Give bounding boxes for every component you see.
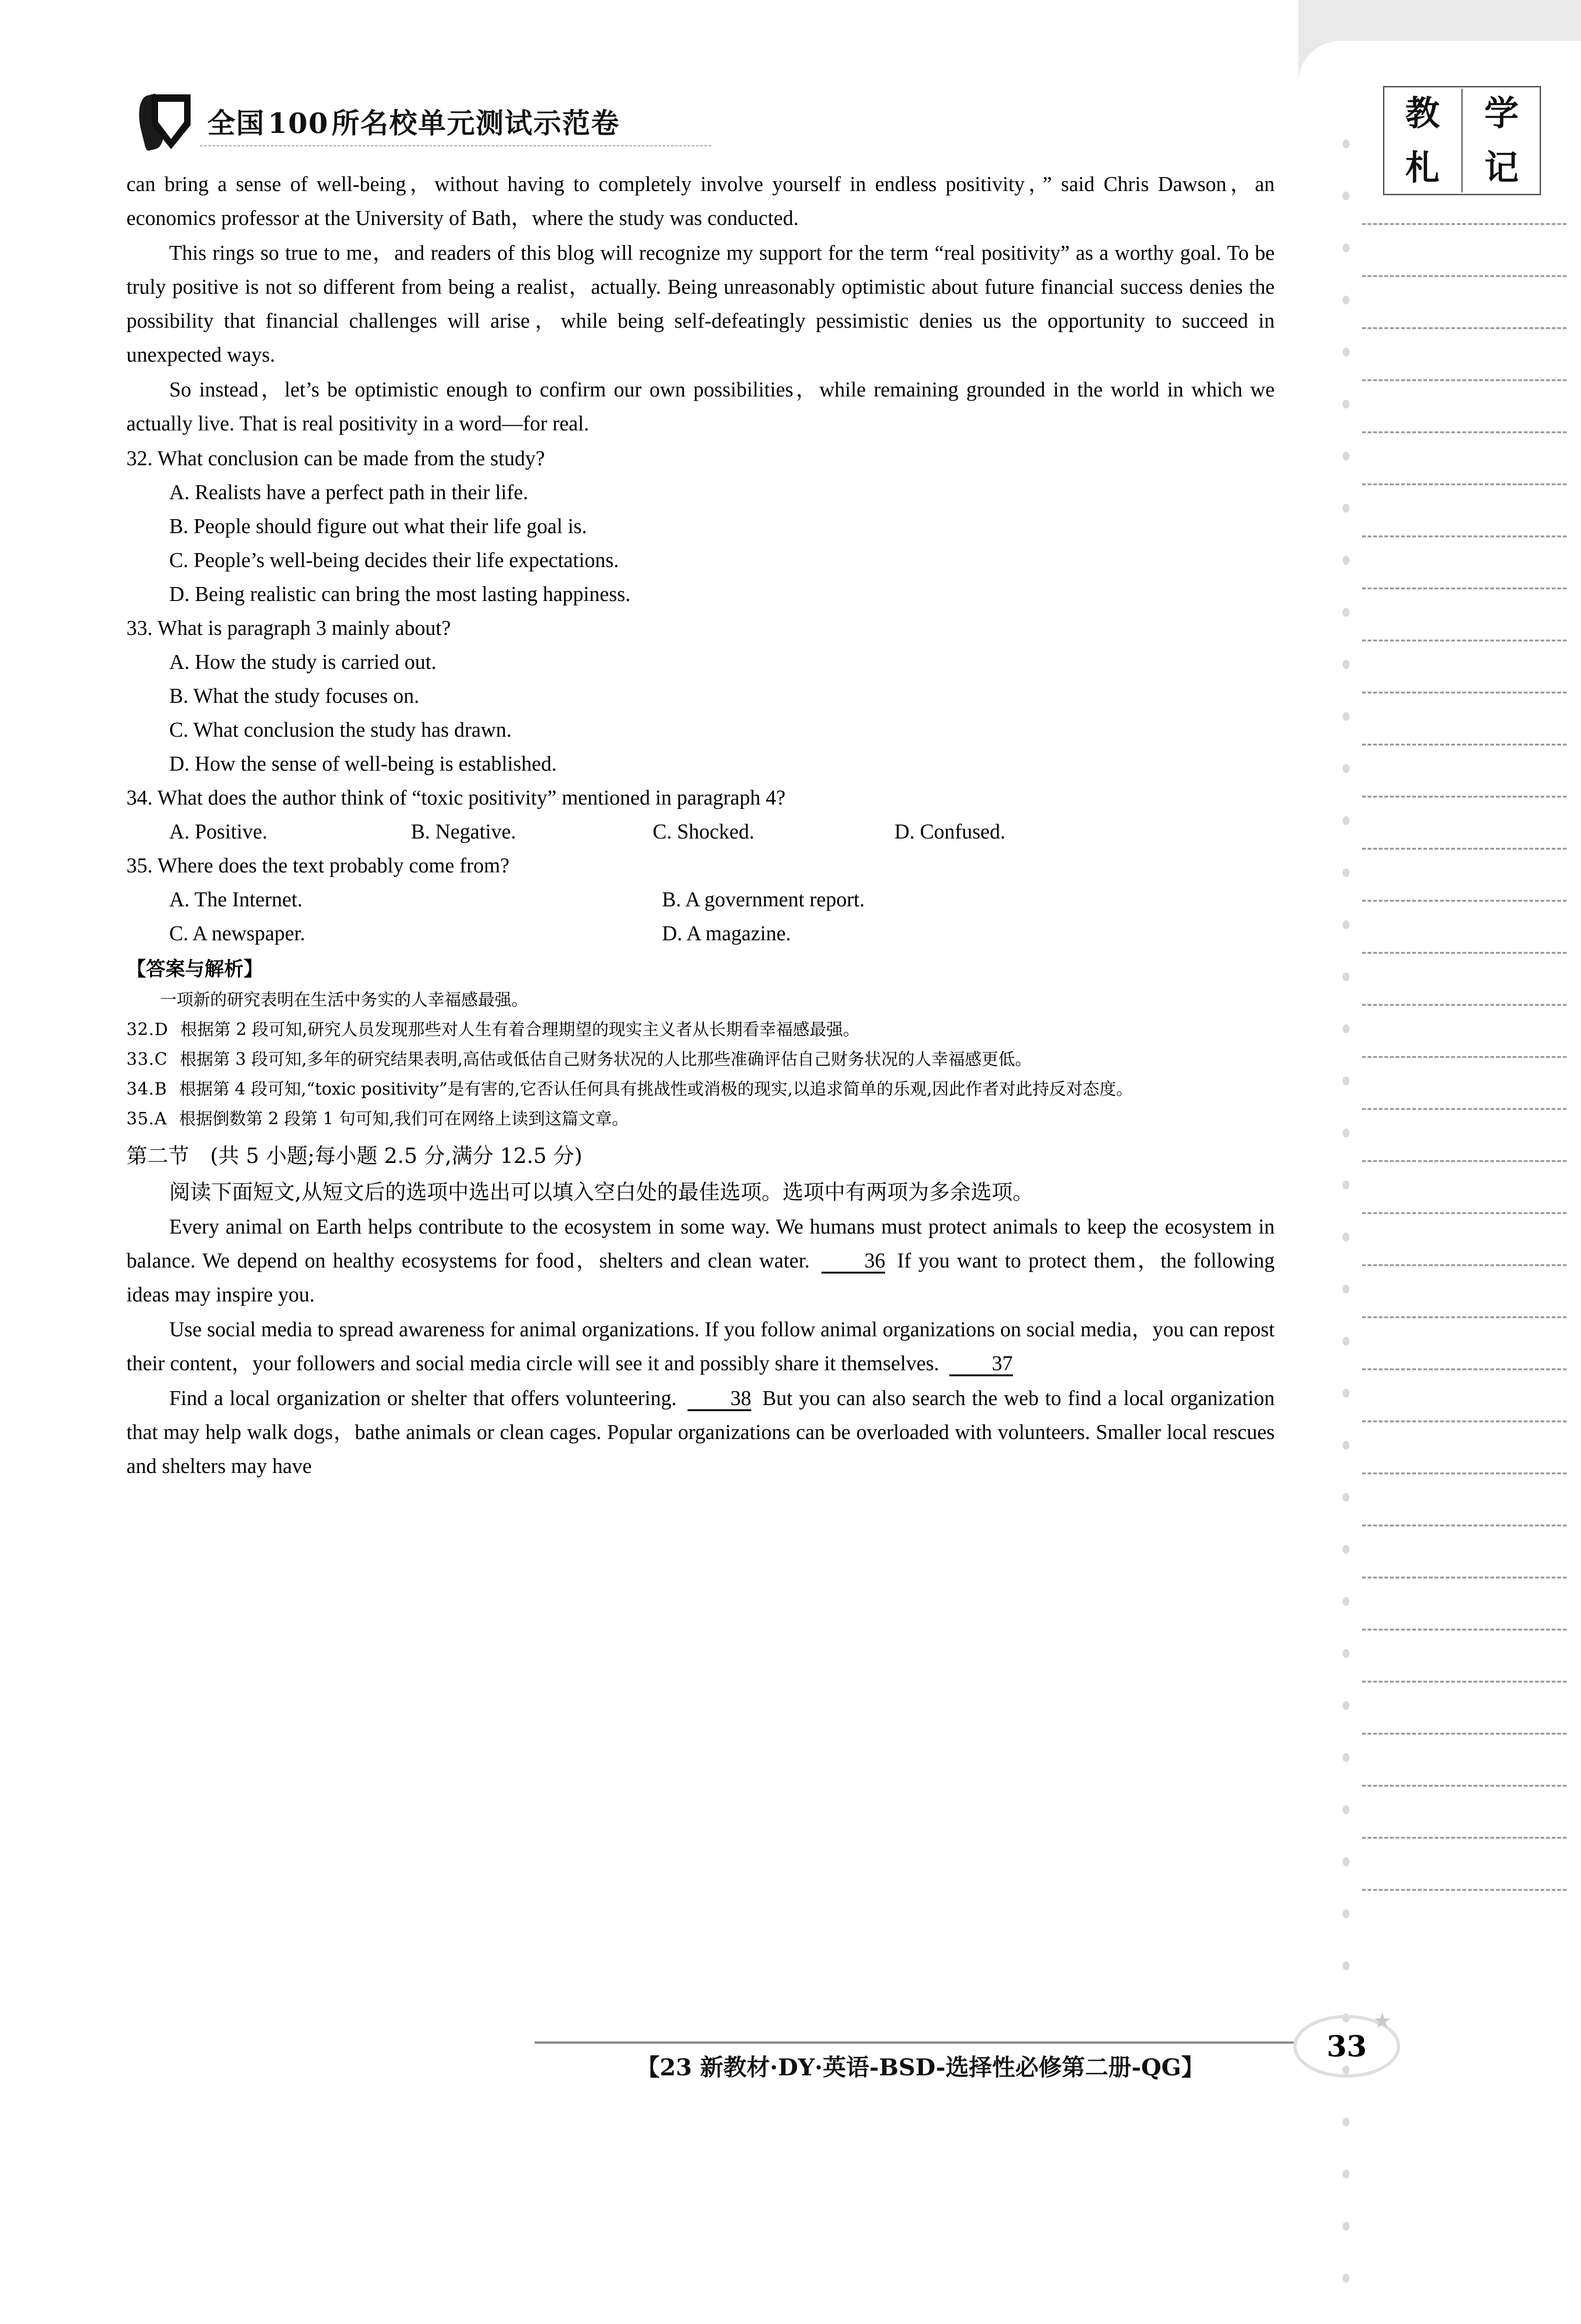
page-number: 33 (1326, 2029, 1367, 2063)
note-rule-line (1362, 327, 1567, 329)
cloze-paragraph (126, 1381, 1275, 1483)
punch-hole (1343, 244, 1349, 252)
passage-paragraph: So instead，let’s be optimistic enough to confirm our own possibilities，while remaining grounded in the world in which we actually live. That is real positivity in a word—for real. (126, 378, 1275, 435)
answer-item (126, 1045, 1275, 1074)
question-option[interactable]: A. Positive. (169, 820, 268, 843)
question-option[interactable]: B. Negative. (411, 820, 516, 843)
section-two-instruction: 阅读下面短文,从短文后的选项中选出可以填入空白处的最佳选项。选项中有两项为多余选项。 (169, 1180, 1034, 1204)
question-option[interactable]: C. A newspaper. (169, 922, 305, 945)
question-option[interactable]: C. Shocked. (653, 820, 754, 843)
question-option[interactable]: D. How the sense of well-being is established. (169, 752, 557, 775)
passage-paragraph: This rings so true to me，and readers of this blog will recognize my support for the term “real positivity” as a worthy goal. To be truly positive is not so different from being a realist，actually. Being unreasonably optimistic about future financial success denies the possibility that financial challenges will arise，while being self-defeatingly pessimistic denies us the opportunity to succeed in unexpected ways. (126, 241, 1275, 366)
punch-hole (1343, 504, 1349, 513)
punch-hole (1343, 1024, 1349, 1033)
question-option[interactable]: A. Realists have a perfect path in their life. (169, 481, 529, 504)
punch-hole (1343, 2274, 1349, 2283)
note-rule-line (1362, 431, 1567, 433)
question-stem: 34. What does the author think of “toxic positivity” mentioned in paragraph 4? (126, 786, 786, 809)
book-characters (1383, 86, 1541, 195)
answer-item (126, 1016, 1275, 1044)
punch-hole (1343, 1857, 1349, 1866)
footer-code: 【23 新教材·DY·英语-BSD-选择性必修第二册-QG】 (636, 2053, 1205, 2081)
question-option-row (126, 917, 1275, 951)
punch-hole (1343, 1129, 1349, 1137)
question-stem: 35. Where does the text probably come from? (126, 854, 509, 877)
cloze-text-after: But you can also search the web to find a local organization that may help walk dogs，bathe animals or clean cages. Popular organizations can be overloaded with volunteers. Smaller local rescues and shelters may have (126, 1386, 1275, 1478)
cloze-paragraph (126, 1210, 1275, 1312)
punch-hole (1343, 139, 1349, 148)
note-rule-line (1362, 535, 1567, 537)
answer-text: 根据第 4 段可知,“toxic positivity”是有害的,它否认任何具有挑战性或消极的现实,以追求简单的乐观,因此作者对此持反对态度。 (179, 1080, 1133, 1099)
shield-quill-logo-icon (139, 91, 195, 152)
note-rule-line (1362, 1316, 1567, 1318)
masthead-title-prefix: 全国 (207, 107, 265, 140)
punch-hole (1343, 1909, 1349, 1918)
note-rule-line (1362, 1889, 1567, 1891)
question-option[interactable]: B. People should figure out what their life goal is. (169, 515, 587, 538)
masthead-title (207, 101, 620, 141)
masthead-underline (200, 145, 711, 146)
punch-hole (1343, 1649, 1349, 1658)
answer-tag: 34.B (126, 1080, 167, 1099)
note-rule-line (1362, 900, 1567, 902)
questions-area (126, 442, 1275, 951)
punch-hole (1343, 2222, 1349, 2231)
answer-item (126, 1075, 1275, 1104)
book-character-1: 学 (1484, 93, 1519, 133)
note-rule-line (1362, 744, 1567, 746)
teaching-notes-book-icon (1383, 86, 1541, 195)
masthead (139, 91, 620, 152)
answer-text: 根据第 2 段可知,研究人员发现那些对人生有着合理期望的现实主义者从长期看幸福感最强。 (180, 1020, 860, 1039)
note-rule-line (1362, 1264, 1567, 1266)
section-two-heading: 第二节 (共 5 小题;每小题 2.5 分,满分 12.5 分) (126, 1143, 582, 1168)
answers-summary: 一项新的研究表明在生活中务实的人幸福感最强。 (160, 990, 529, 1010)
note-rule-line (1362, 1368, 1567, 1370)
punch-hole (1343, 296, 1349, 304)
question-option[interactable]: D. A magazine. (662, 922, 791, 945)
punch-hole (1343, 400, 1349, 409)
punch-hole (1343, 452, 1349, 461)
punch-hole (1343, 2170, 1349, 2179)
note-rule-line (1362, 848, 1567, 850)
masthead-title-suffix: 所名校单元测试示范卷 (331, 107, 620, 140)
question-option[interactable]: B. What the study focuses on. (169, 684, 419, 707)
note-rule-line (1362, 379, 1567, 381)
answer-tag: 33.C (126, 1050, 168, 1069)
note-rule-line (1362, 275, 1567, 277)
question-option-row (126, 815, 1275, 849)
punch-hole (1343, 1701, 1349, 1710)
question-stem: 33. What is paragraph 3 mainly about? (126, 616, 451, 640)
punch-hole (1343, 1337, 1349, 1346)
book-character-0: 教 (1405, 93, 1440, 133)
punch-hole (1343, 556, 1349, 565)
answer-text: 根据第 3 段可知,多年的研究结果表明,高估或低估自己财务状况的人比那些准确评估自己财务状况的人幸福感更低。 (179, 1050, 1032, 1069)
punch-hole (1343, 712, 1349, 721)
punch-hole-column (1343, 139, 1350, 2324)
cloze-paragraph (126, 1313, 1275, 1380)
punch-hole (1343, 1181, 1349, 1189)
note-rule-line (1362, 1056, 1567, 1058)
punch-hole (1343, 660, 1349, 669)
note-rule-line (1362, 1212, 1567, 1214)
note-rule-line (1362, 1837, 1567, 1839)
question-option[interactable]: A. The Internet. (169, 888, 303, 911)
question-option-row (126, 883, 1275, 917)
punch-hole (1343, 868, 1349, 877)
punch-hole (1343, 1961, 1349, 1970)
note-rule-line (1362, 1577, 1567, 1578)
note-ruled-lines (1362, 223, 1567, 1941)
answer-text: 根据倒数第 2 段第 1 句可知,我们可在网络上读到这篇文章。 (179, 1109, 629, 1129)
punch-hole (1343, 920, 1349, 929)
note-rule-line (1362, 1785, 1567, 1787)
answers-area (126, 1016, 1275, 1134)
answer-item (126, 1105, 1275, 1134)
punch-hole (1343, 972, 1349, 981)
note-rule-line (1362, 1733, 1567, 1735)
note-rule-line (1362, 796, 1567, 798)
note-rule-line (1362, 223, 1567, 225)
book-character-2: 札 (1405, 148, 1440, 188)
masthead-title-hundred: 100 (268, 107, 329, 140)
punch-hole (1343, 1545, 1349, 1554)
note-rule-line (1362, 1108, 1567, 1110)
question-option[interactable]: A. How the study is carried out. (169, 650, 437, 673)
note-rule-line (1362, 1629, 1567, 1631)
punch-hole (1343, 1076, 1349, 1085)
answer-tag: 32.D (126, 1020, 169, 1039)
cloze-blank-38[interactable]: 38 (688, 1387, 751, 1411)
note-rule-line (1362, 483, 1567, 485)
cloze-blank-37[interactable]: 37 (949, 1353, 1013, 1376)
punch-hole (1343, 1597, 1349, 1606)
cloze-text-before: Find a local organization or shelter that offers volunteering. (169, 1386, 683, 1410)
question-option[interactable]: D. Being realistic can bring the most lasting happiness. (169, 582, 631, 606)
passage-paragraph: can bring a sense of well-being，without having to completely involve yourself in endless positivity，” said Chris Dawson，an economics professor at the University of Bath，where the study was conducted. (126, 172, 1275, 230)
answer-tag: 35.A (126, 1109, 167, 1129)
note-rule-line (1362, 588, 1567, 589)
punch-hole (1343, 2118, 1349, 2126)
question-option[interactable]: D. Confused. (894, 820, 1005, 843)
punch-hole (1343, 348, 1349, 357)
note-rule-line (1362, 640, 1567, 641)
punch-hole (1343, 1389, 1349, 1398)
cloze-text-after: If you want to protect them，the following ideas may inspire you. (126, 1249, 1275, 1306)
note-rule-line (1362, 1420, 1567, 1422)
star-icon: ★ (1373, 2009, 1392, 2033)
punch-hole (1343, 1233, 1349, 1241)
note-rule-line (1362, 952, 1567, 954)
note-rule-line (1362, 1472, 1567, 1474)
cloze-blank-36[interactable]: 36 (821, 1250, 885, 1274)
punch-hole (1343, 1441, 1349, 1450)
punch-hole (1343, 1805, 1349, 1814)
punch-hole (1343, 608, 1349, 617)
punch-hole (1343, 1493, 1349, 1502)
note-rule-line (1362, 1525, 1567, 1526)
punch-hole (1343, 816, 1349, 825)
footer-rule (535, 2041, 1297, 2044)
question-option[interactable]: B. A government report. (662, 888, 865, 911)
note-rule-line (1362, 692, 1567, 693)
punch-hole (1343, 1753, 1349, 1762)
cloze-text-before: Use social media to spread awareness for animal organizations. If you follow animal organizations on social media，you can repost their content，your followers and social media circle will see it and possibly share it themselves. (126, 1318, 1275, 1375)
book-character-3: 记 (1484, 148, 1519, 188)
note-rule-line (1362, 1160, 1567, 1162)
note-rule-line (1362, 1004, 1567, 1006)
teaching-notes-panel-tail (1298, 2086, 1581, 2210)
cloze-text-before: Every animal on Earth helps contribute to the ecosystem in some way. We humans must protect animals to keep the ecosystem in balance. We depend on healthy ecosystems for food，shelters and clean water. (126, 1215, 1275, 1272)
question-option[interactable]: C. What conclusion the study has drawn. (169, 718, 512, 741)
question-stem: 32. What conclusion can be made from the study? (126, 447, 545, 470)
punch-hole (1343, 1285, 1349, 1294)
answers-heading: 【答案与解析】 (126, 957, 264, 980)
punch-hole (1343, 764, 1349, 773)
punch-hole (1343, 191, 1349, 200)
question-option[interactable]: C. People’s well-being decides their life expectations. (169, 548, 619, 572)
cloze-area (126, 1210, 1275, 1483)
note-rule-line (1362, 1681, 1567, 1683)
content-column (126, 167, 1275, 1484)
